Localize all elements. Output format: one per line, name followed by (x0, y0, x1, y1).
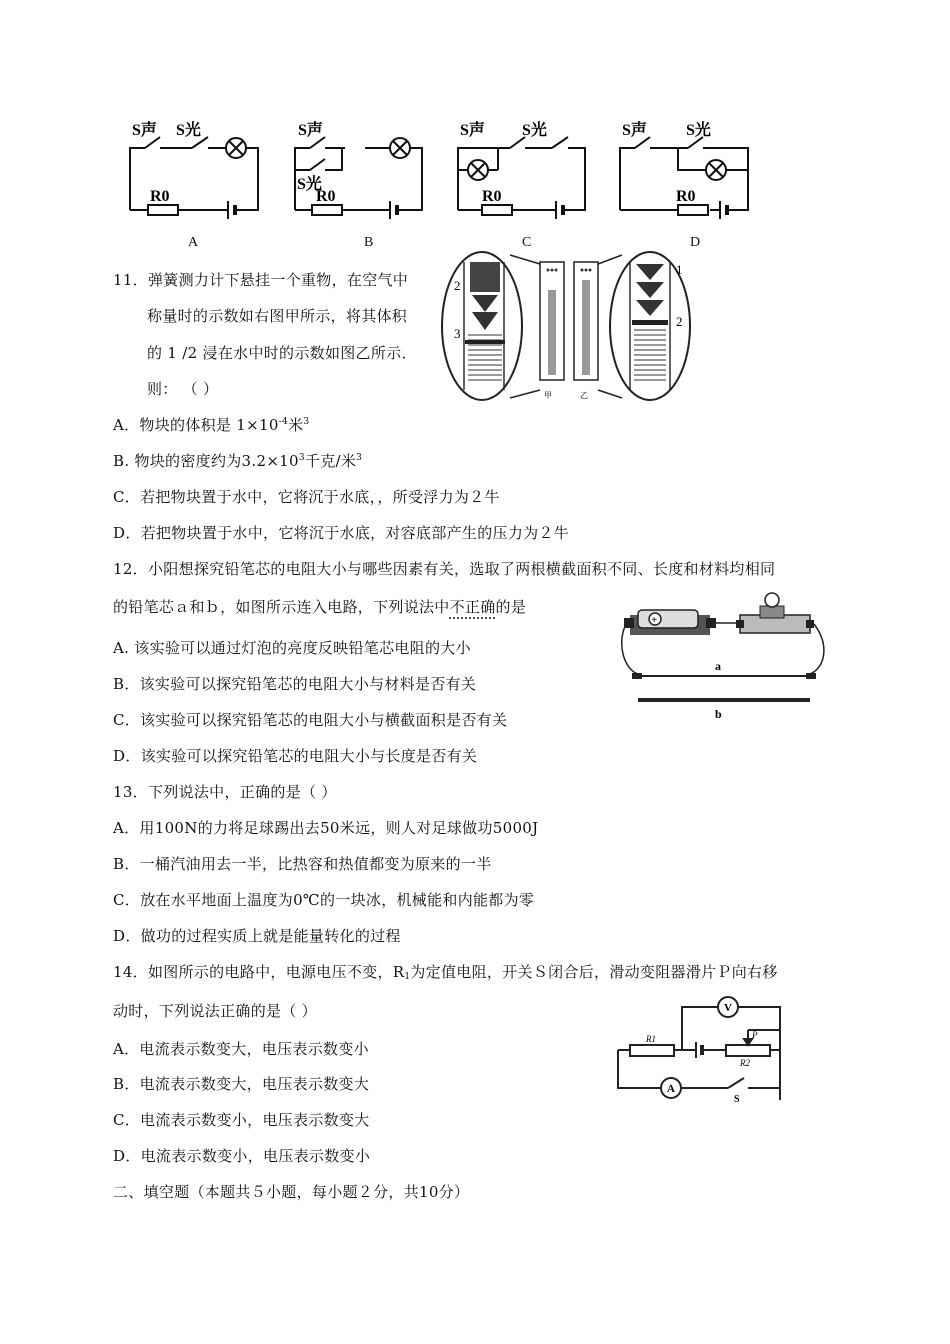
switch-s-label: S (734, 1094, 740, 1105)
option-label-c: C (522, 235, 532, 250)
pencil-lead-circuit-figure (620, 590, 850, 725)
q11-stem-line-4: 则： （ ） (147, 380, 219, 398)
label-s-sound-c: S声 (460, 122, 485, 139)
label-lead-b: b (715, 707, 722, 721)
q11-option-a: A．物块的体积是 $1\times 10^{-4}$米$^3$ (113, 416, 310, 434)
label-s-sound-d: S声 (622, 122, 647, 139)
r1-label: R1 (646, 1034, 656, 1044)
label-lead-a: a (715, 659, 721, 673)
right-scale-label-1: 1 (676, 262, 683, 277)
label-s-light-a: S光 (176, 122, 201, 139)
q11-option-b: B. 物块的密度约为$3.2\times 10^3$千克/米$^3$ (113, 452, 363, 470)
label-jia: 甲 (544, 391, 552, 400)
rheostat-circuit-figure (610, 990, 790, 1105)
q14-option-b: B．电流表示数变大，电压表示数变大 (113, 1075, 370, 1093)
q12-stem-line-1: 12．小阳想探究铅笔芯的电阻大小与哪些因素有关，选取了两根横截面积不同、长度和材料均相同 (113, 560, 776, 578)
r2-label: R2 (740, 1058, 750, 1068)
spring-scale-figure (440, 250, 700, 405)
q13-option-c: C．放在水平地面上温度为0℃的一块冰，机械能和内能都为零 (113, 891, 535, 909)
option-label-d: D (690, 235, 701, 250)
label-r0-d: R0 (676, 188, 696, 205)
svg-text:+: + (651, 614, 658, 626)
q11-option-d: D．若把物块置于水中，它将沉于水底，对容底部产生的压力为２牛 (113, 524, 570, 542)
voltmeter-label: V (724, 1002, 732, 1014)
q13-option-d: D．做功的过程实质上就是能量转化的过程 (113, 927, 401, 945)
option-label-b: B (364, 235, 374, 250)
option-label-a: A (188, 235, 199, 250)
q12-option-d: D．该实验可以探究铅笔芯的电阻大小与长度是否有关 (113, 747, 478, 765)
label-s-sound-b: S声 (298, 122, 323, 139)
label-r0-c: R0 (482, 188, 502, 205)
q11-stem-line-2: 称量时的示数如右图甲所示，将其体积 (147, 307, 408, 325)
section-2-heading: 二、填空题（本题共５小题，每小题２分，共10分） (113, 1183, 470, 1201)
label-s-light-d: S光 (686, 122, 711, 139)
q14-option-a: A．电流表示数变大，电压表示数变小 (113, 1040, 369, 1058)
q14-option-c: C．电流表示数变小，电压表示数变大 (113, 1111, 370, 1129)
circuit-options-figure (120, 115, 770, 255)
label-yi: 乙 (580, 391, 588, 400)
q12-option-b: B．该实验可以探究铅笔芯的电阻大小与材料是否有关 (113, 675, 477, 693)
slider-p-label: P (752, 1030, 758, 1040)
q13-option-a: A．用100N的力将足球踢出去50米远，则人对足球做功5000J (113, 819, 539, 837)
label-s-light-b: S光 (297, 176, 322, 193)
label-r0-b: R0 (316, 188, 336, 205)
q11-stem-line-3: 的 1 /2 浸在水中时的示数如图乙所示． (147, 344, 417, 362)
ammeter-label: A (667, 1083, 675, 1095)
q14-stem-line-2: 动时，下列说法正确的是（ ） (113, 1002, 317, 1020)
q13-option-b: B．一桶汽油用去一半，比热容和热值都变为原来的一半 (113, 855, 492, 873)
q12-option-c: C．该实验可以探究铅笔芯的电阻大小与横截面积是否有关 (113, 711, 508, 729)
label-s-sound-a: S声 (132, 122, 157, 139)
q12-stem-line-2: 的铅笔芯ａ和ｂ，如图所示连入电路，下列说法中不正确的是 (113, 598, 527, 616)
label-s-light-c: S光 (522, 122, 547, 139)
q12-option-a: A. 该实验可以通过灯泡的亮度反映铅笔芯电阻的大小 (113, 639, 471, 657)
q11-option-c: C．若把物块置于水中，它将沉于水底，，所受浮力为２牛 (113, 488, 500, 506)
q14-stem-line-1: 14．如图所示的电路中，电源电压不变，$R_1$为定值电阻，开关Ｓ闭合后，滑动变阻器滑片Ｐ向右移 (113, 963, 778, 982)
right-scale-label-2: 2 (676, 314, 683, 329)
q13-stem: 13．下列说法中，正确的是（ ） (113, 783, 337, 801)
left-scale-label-3: 3 (454, 326, 461, 341)
label-r0-a: R0 (150, 188, 170, 205)
emphasis-not-correct: 不正确 (449, 598, 496, 616)
q14-option-d: D．电流表示数变小，电压表示数变小 (113, 1147, 371, 1165)
left-scale-label-2: 2 (454, 278, 461, 293)
q11-stem-line-1: 11．弹簧测力计下悬挂一个重物，在空气中 (113, 271, 409, 289)
